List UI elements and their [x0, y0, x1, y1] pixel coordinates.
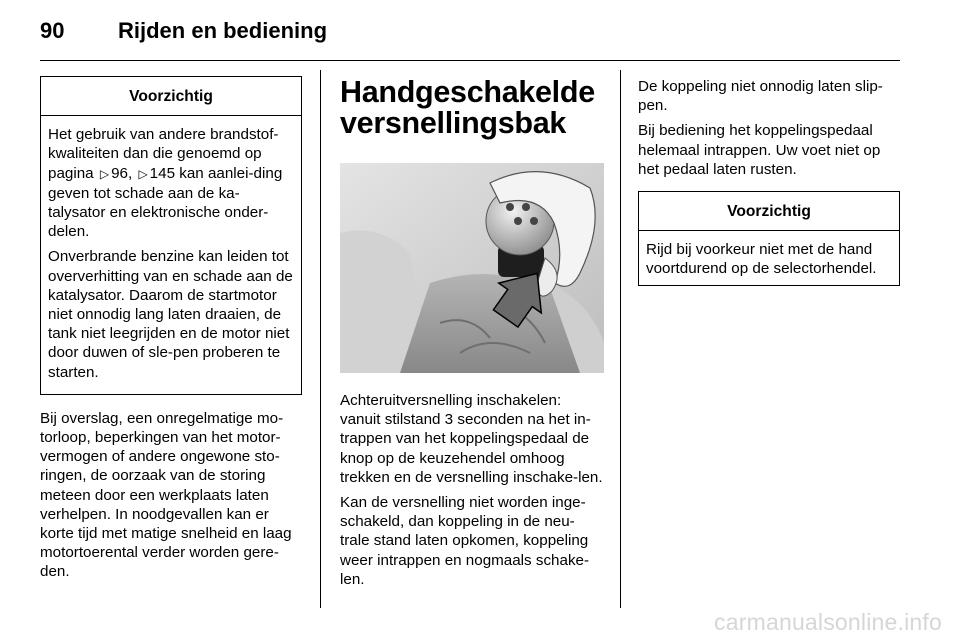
- reverse-gear-paragraph: Achteruitversnelling inschakelen: vanuit stilstand 3 seconden na het in-trappen van het koppelingspedaal de knop op de keuzehendel omhoog trekken en de versnelling inschake-len.: [340, 392, 603, 486]
- body-paragraph: Bij overslag, een onregelmatige mo-torloop, beperkingen van het motor-vermogen of andere ongewone sto-ringen, de oorzaak van de storing meteen door een werkplaats laten verhelpen. In noodgevallen kan er korte tijd met matige snelheid en laag motortoerental verder worden gere-den.: [40, 409, 292, 581]
- caution-paragraph-2: Onverbrande benzine kan leiden tot oververhitting van en schade aan de katalysator. Daarom de startmotor niet onnodig lang laten draaien, de tank niet leegrijden en de motor niet door duwen of sle-pen proberen te starten.: [48, 248, 293, 381]
- column-divider-1: [320, 70, 321, 608]
- watermark: carmanualsonline.info: [714, 609, 942, 635]
- page-number: 90: [40, 18, 65, 43]
- header-divider: [40, 60, 900, 61]
- caution-box: [40, 76, 302, 395]
- column-divider-2: [620, 70, 621, 608]
- clutch-pedal-paragraph: Bij bediening het koppelingspedaal helemaal intrappen. Uw voet niet op het pedaal laten rusten.: [638, 122, 881, 178]
- caution-paragraph-1: [48, 125, 294, 241]
- page-header: [0, 0, 960, 62]
- caution-body-2: Rijd bij voorkeur niet met de hand voortdurend op de selectorhendel.: [646, 241, 877, 278]
- caution-title: Voorzichtig: [41, 77, 301, 116]
- column-3: [638, 77, 900, 286]
- page-ref-1[interactable]: 96,: [111, 164, 133, 182]
- caution-text-a: Het gebruik van andere brandstof-kwaliteiten dan die genoemd op pagina: [48, 126, 279, 182]
- caution-text-b: kan aanlei-ding geven tot schade aan de ka-talysator en elektronische onder-delen.: [48, 164, 283, 241]
- caution-box-2: [638, 191, 900, 286]
- page-reference-arrow-icon: ▷: [138, 166, 148, 181]
- caution-body: [41, 116, 301, 394]
- page-reference-arrow-icon: ▷: [99, 166, 110, 181]
- caution-title-2: Voorzichtig: [639, 192, 899, 231]
- section-heading: Handgeschakelde versnellingsbak: [340, 75, 595, 140]
- page-ref-2[interactable]: 145: [149, 164, 176, 182]
- clutch-slip-paragraph: De koppeling niet onnodig laten slip-pen.: [638, 78, 883, 115]
- gear-engage-paragraph: Kan de versnelling niet worden inge-schakeld, dan koppeling in de neu-trale stand laten opkomen, koppeling weer intrappen en nogmaals schake-len.: [340, 494, 590, 588]
- gear-shift-illustration: [340, 163, 604, 373]
- chapter-title: Rijden en bediening: [118, 18, 328, 43]
- column-1: [40, 76, 302, 588]
- column-2: [340, 77, 604, 595]
